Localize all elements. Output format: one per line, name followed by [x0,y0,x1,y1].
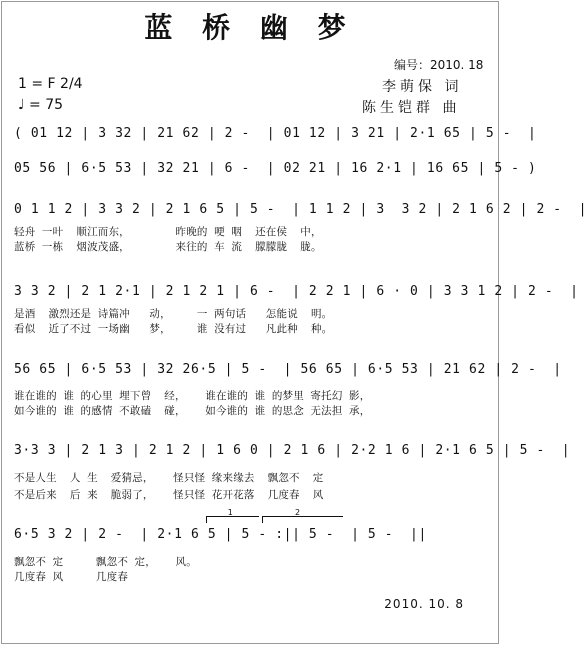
song-title: 蓝 桥 幽 梦 [144,11,356,44]
score-line-1: ( 01 12 | 3 32 | 21 62 | 2 - | 01 12 | 3 21 | 2·1 65 | 5 - | [14,126,537,141]
serial-number: 编号：2010. 18 [394,58,484,72]
lyric-7-verse-1: 飘忽不 定 飘忽不 定， 风。 [14,556,197,568]
lyric-4-verse-2: 看似 近了不过 一场幽 梦， 谁 没有过 凡此种 种。 [14,323,333,335]
lyric-6-verse-2: 不是后来 后 来 脆弱了， 怪只怪 花开花落 几度春 风 [14,489,324,501]
score-line-4: 3 3 2 | 2 1 2·1 | 2 1 2 1 | 6 - | 2 2 1 | 6 · 0 | 3 3 1 2 | 2 - | [14,284,579,299]
lyric-5-verse-2: 如今谁的 谁 的感情 不敢磕 碰， 如今谁的 谁 的思念 无法担 承， [14,405,371,417]
score-line-7: 6·5 3 2 | 2 - | 2·1 6 5 | 5 - :|| 5 - | 5 - || [14,527,427,542]
volta-bracket-2 [262,508,343,523]
tempo-marking: ♩ = 75 [18,97,64,113]
volta-label-1: 1 [227,508,233,517]
key-signature: 1 = F 2/4 [18,76,83,92]
score-line-3: 0 1 1 2 | 3 3 2 | 2 1 6 5 | 5 - | 1 1 2 | 3 3 2 | 2 1 6 2 | 2 - | [14,202,587,217]
lyric-3-verse-1: 轻舟 一叶 顺江而东， 昨晚的 哽 咽 还在侯 中， [14,226,322,238]
score-line-2: 05 56 | 6·5 53 | 32 21 | 6 - | 02 21 | 16 2·1 | 16 65 | 5 - ) [14,161,537,176]
lyric-4-verse-1: 是酒 激烈还是 诗篇冲 动， 一 两句话 怎能说 明。 [14,308,333,320]
lyric-5-verse-1: 谁在谁的 谁 的心里 埋下曾 经， 谁在谁的 谁 的梦里 寄托幻 影， [14,390,371,402]
lyric-3-verse-2: 蓝桥 一栋 烟波茂盛， 来往的 车 流 朦朦胧 胧。 [14,241,322,253]
composer-credit: 陈生铠群 曲 [362,100,461,116]
volta-label-2: 2 [295,508,301,517]
score-line-6: 3·3 3 | 2 1 3 | 2 1 2 | 1 6 0 | 2 1 6 | 2·2 1 6 | 2·1 6 5 | 5 - | [14,443,571,458]
lyric-6-verse-1: 不是人生 人 生 爱猜忌， 怪只怪 缘来缘去 飘忽不 定 [14,472,324,484]
date-stamp: 2010. 10. 8 [384,597,464,611]
volta-bracket-1 [206,508,259,523]
score-line-5: 56 65 | 6·5 53 | 32 26·5 | 5 - | 56 65 | 6·5 53 | 21 62 | 2 - | [14,362,562,377]
lyricist-credit: 李萌保 词 [382,79,463,95]
lyric-7-verse-2: 几度春 风 几度春 [14,571,129,583]
